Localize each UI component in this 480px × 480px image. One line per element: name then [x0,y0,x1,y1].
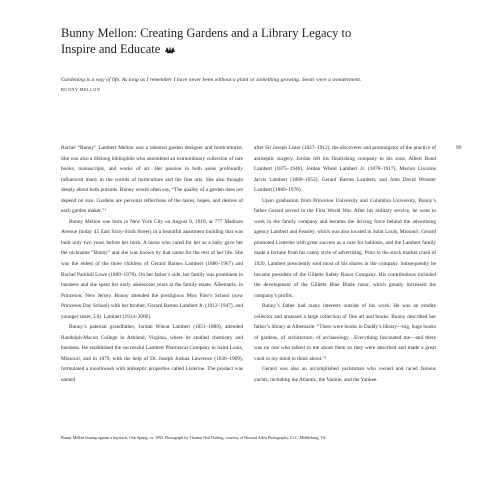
left-text-column [61,143,243,386]
paragraph: after Sir Joseph Lister (1827–1912), the discoverer and promulgator of the practice of antiseptic surgery. Jordan left his flourishing company to his sons, Albert Bond Lambert (1875–1946), Jordan Wheat Lambert Jr. (1878–1917), Marion Liscome Jarvis Lambert (1880–1952), Gerard Barnes Lambert, and John David Wooster Lambert (1889–1976). [254,145,436,194]
epigraph-quote: Gardening is a way of life. As long as I remember I have never been without a plant or something growing. Seeds were a wonderment. [61,77,362,83]
paragraph: Bunny’s father had many interests outside of his work. He was an erudite collector and amassed a large collection of fine art and books. Bunny described her father’s library at Albemarle: “There were books in Daddy’s library—big, huge books of gardens, of architecture, of archaeology…Everything fascinated me—and there was no one who talked to me about them so they were absorbed and made a great vault in my mind to think about.”² [254,303,437,362]
right-text-column [254,143,436,386]
paragraph: Bunny Mellon was born in New York City on August 9, 1910, at 777 Madison Avenue (today 45 East Sixty-Sixth Street) in a beautiful apartment building that was built only two years before her birth. A nurse who cared for her as a baby gave her the nickname “Bunny” and she was known by that name for the rest of her life. She was the eldest of the three children of Gerard Barnes Lambert (1886–1967) and Rachel Parkhill Lowe (1889–1978). On her father’s side, her family was prominent in business and she spent her early adolescent years at the family estate, Albemarle, in Princeton, New Jersey. Bunny attended the prestigious Miss Fine’s School (now Princeton Day School) with her brother, Gerard Barnes Lambert Jr. (1912–1947), and younger sister, Lily Lambert (1914–2006). [61,218,244,320]
photo-caption: Bunny Mellon leaning against a haystack, Oak Spring, ca. 1992. Photograph by Thomas Neil Darling, courtesy of Howard Allen Photography, LLC, Middleburg, VA. [61,435,327,440]
page-title [61,25,381,57]
paragraph: Upon graduation from Princeton University and Columbia University, Bunny’s father Gerard served in the First World War. After his military service, he went to work in the family company and became the driving force behind the advertising agency Lambert and Feasley, which was also located in Saint Louis, Missouri. Gerard promoted Listerine with great success as a cure for halitosis, and the Lambert family made a fortune from his canny style of advertising. Prior to the stock market crash of 1929, Lambert presciently sold most of his shares in the company. Subsequently he became president of the Gillette Safety Razor Company. His contributions included the development of the Gillette Blue Blade razor, which greatly increased the company’s profits. [254,197,436,299]
page-number: 99 [456,145,462,151]
fleuron-icon [164,45,176,54]
paragraph: Gerard was also an accomplished yachtsman who owned and raced famous yachts, including the Atlantic, the Vanitie, and the Yankee. [254,366,436,384]
epigraph-attribution: BUNNY MELLON [61,87,101,92]
title-text: Bunny Mellon: Creating Gardens and a Library Legacy to Inspire and Educate [61,26,352,56]
paragraph: Bunny’s paternal grandfather, Jordan Wheat Lambert (1851–1889), attended Randolph-Macon College in Ashland, Virginia, where he studied chemistry and business. He established the successful Lambert Pharmacal Company in Saint Louis, Missouri, and in 1879, with the help of Dr. Joseph Joshua Lawrence (1836–1909), formulated a mouthwash with antiseptic properties called Listerine. The product was named [61,324,243,384]
paragraph: Rachel “Bunny” Lambert Mellon was a talented garden designer and horticulturist. She was also a lifelong bibliophile who assembled an extraordinary collection of rare books, manuscripts, and works of art. Her passion in both areas profoundly influenced many in the worlds of horticulture and the fine arts. She also thought deeply about both pursuits. Bunny would often say, “The quality of a garden does not depend on size. Gardens are personal reflections of the tastes, hopes, and desires of each garden maker.”¹ [61,145,243,215]
